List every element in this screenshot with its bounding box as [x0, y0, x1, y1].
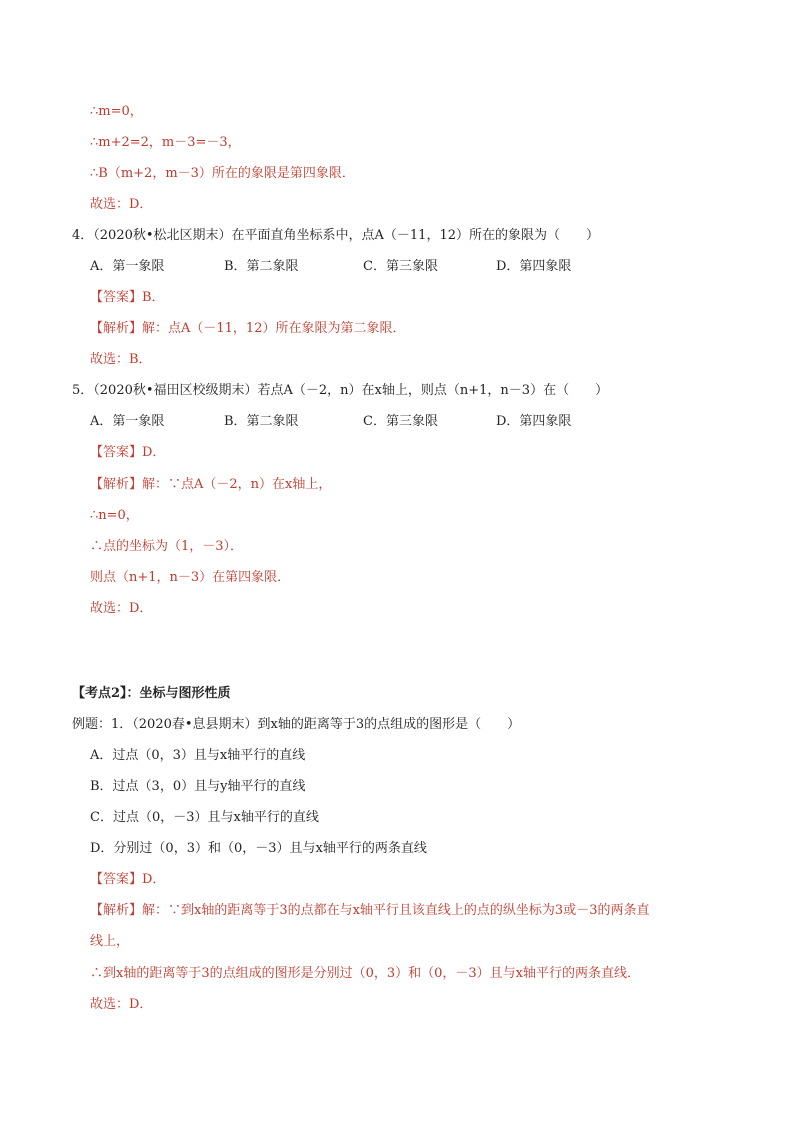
section-heading: 【考点2】：坐标与图形性质	[72, 686, 231, 701]
option-c: C．过点（0，－3）且与x轴平行的直线	[90, 810, 319, 825]
answer-line: 【答案】B．	[90, 290, 165, 305]
analysis-line: 【解析】解：∵点A（－2，n）在x轴上，	[90, 477, 332, 492]
question-stem-4: 4．（2020秋•松北区期末）在平面直角坐标系中，点A（－11，12）所在的象限为（ ）	[72, 228, 599, 243]
choose-line: 故选：B．	[90, 352, 152, 367]
option-b: B．第二象限	[224, 259, 299, 274]
options-row-5	[90, 414, 571, 430]
option-a: A．第一象限	[90, 259, 165, 274]
choose-line: 故选：D．	[90, 197, 153, 212]
option-a: A．第一象限	[90, 414, 165, 429]
analysis-line: 【解析】解：点A（－11，12）所在象限为第二象限．	[90, 321, 406, 336]
solution-line: ∴m=0，	[90, 104, 143, 119]
option-d: D．第四象限	[496, 414, 572, 429]
solution-line: ∴B（m+2，m－3）所在的象限是第四象限．	[90, 166, 355, 181]
analysis-line: 【解析】解：∵到x轴的距离等于3的点都在与x轴平行且该直线上的点的纵坐标为3或－3的两条直	[90, 903, 650, 918]
options-row-4	[90, 259, 571, 275]
solution-line: ∴n=0，	[90, 508, 139, 523]
option-d: D．分别过（0，3）和（0，－3）且与x轴平行的两条直线	[90, 841, 427, 856]
analysis-line: ∴到x轴的距离等于3的点组成的图形是分别过（0，3）和（0，－3）且与x轴平行的两条直线．	[90, 966, 641, 981]
solution-line: ∴m+2=2，m－3=－3，	[90, 135, 241, 150]
option-d: D．第四象限	[496, 259, 572, 274]
answer-line: 【答案】D．	[90, 872, 166, 887]
analysis-line: 线上，	[90, 934, 130, 949]
option-a: A．过点（0，3）且与x轴平行的直线	[90, 748, 306, 763]
example-stem: 例题：1．（2020春•息县期末）到x轴的距离等于3的点组成的图形是（ ）	[72, 717, 521, 732]
option-c: C．第三象限	[363, 259, 438, 274]
choose-line: 故选：D．	[90, 997, 153, 1012]
solution-line: ∴点的坐标为（1，－3）．	[90, 539, 244, 554]
choose-line: 故选：D．	[90, 601, 153, 616]
option-b: B．过点（3，0）且与y轴平行的直线	[90, 779, 306, 794]
option-c: C．第三象限	[363, 414, 438, 429]
solution-line: 则点（n+1，n－3）在第四象限．	[90, 570, 291, 585]
answer-line: 【答案】D．	[90, 445, 166, 460]
question-stem-5: 5．（2020秋•福田区校级期末）若点A（－2，n）在x轴上，则点（n+1，n－3）在（ ）	[72, 383, 609, 398]
option-b: B．第二象限	[224, 414, 299, 429]
